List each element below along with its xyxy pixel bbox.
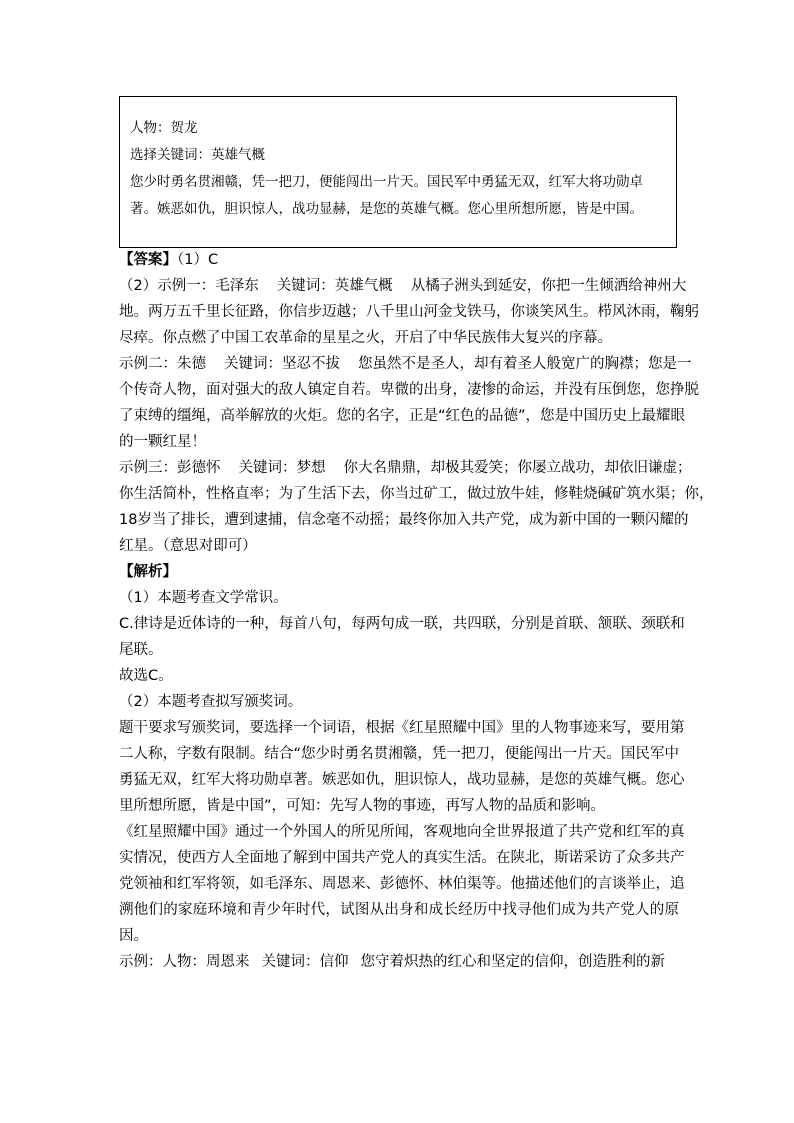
example3-keyword: 关键词：梦想	[238, 460, 326, 476]
example1-title: （2）示例一：毛泽东	[119, 278, 259, 294]
example2-line-1	[119, 351, 692, 377]
example3-line-2: 你生活简朴，性格直率；为了生活下去，你当过矿工，做过放牛娃，修鞋烧碱矿筑水渠；你，	[119, 486, 714, 502]
box-person: 人物：贺龙	[130, 120, 198, 136]
answer-part1: （1）C	[177, 252, 219, 268]
analysis-p1: （1）本题考查文学常识。	[119, 590, 288, 606]
example3-line-3: 18岁当了排长，遭到逮捕，信念毫不动摇；最终你加入共产党，成为新中国的一颗闪耀的	[119, 512, 689, 528]
example2-text: 您虽然不是圣人，却有着圣人般宽广的胸襟；您是一	[358, 356, 692, 372]
box-keyword: 选择关键词：英雄气概	[130, 147, 265, 163]
example2-title: 示例二：朱德	[119, 356, 206, 372]
analysis-p6-line-3: 党领袖和红军将领，如毛泽东、周恩来、彭德怀、林伯渠等。他描述他们的言谈举止，追	[119, 876, 685, 892]
analysis-p5-line-4: 里所想所愿，皆是中国”，可知：先写人物的事迹，再写人物的品质和影响。	[119, 798, 606, 814]
analysis-p6-line-1: 《红星照耀中国》通过一个外国人的所见所闻，客观地向全世界报道了共产党和红军的真	[119, 824, 685, 840]
analysis-p2-line-2: 尾联。	[119, 642, 163, 658]
example3-line-1	[119, 455, 692, 481]
analysis-p6-line-4: 溯他们的家庭环境和青少年时代，试图从出身和成长经历中找寻他们成为共产党人的原	[119, 902, 679, 918]
example2-line-2: 个传奇人物，面对强大的敌人镇定自若。卑微的出身，凄惨的命运，并没有压倒您，您挣脱	[119, 382, 699, 398]
analysis-example-keyword: 关键词：信仰	[261, 954, 349, 970]
analysis-p5-line-3: 勇猛无双，红军大将功勋卓著。嫉恶如仇，胆识惊人，战功显赫，是您的英雄气概。您心	[119, 772, 685, 788]
box-text-line-1: 您少时勇名贯湘赣，凭一把刀，便能闯出一片天。国民军中勇猛无双，红军大将功勋卓	[130, 174, 643, 190]
example3-line-4: 红星。（意思对即可）	[119, 538, 257, 554]
answer-bracket: 【答案】	[119, 252, 177, 268]
example2-line-4: 的一颗红星！	[119, 434, 206, 450]
example2-keyword: 关键词：坚忍不拔	[224, 356, 340, 372]
analysis-p4: （2）本题考查拟写颁奖词。	[119, 694, 303, 710]
example1-keyword: 关键词：英雄气概	[276, 278, 393, 294]
analysis-p2-line-1: C.律诗是近体诗的一种，每首八句，每两句成一联，共四联，分别是首联、颔联、颈联和	[119, 616, 685, 632]
analysis-p6-line-5: 因。	[119, 928, 148, 944]
analysis-header: 【解析】	[119, 564, 177, 580]
example1-line-1	[119, 273, 687, 299]
analysis-example-text: 您守着炽热的红心和坚定的信仰，创造胜利的新	[360, 954, 665, 970]
answer-header	[119, 247, 679, 273]
example3-title: 示例三：彭德怀	[119, 460, 221, 476]
example2-line-3: 了束缚的缰绳，高举解放的火炬。您的名字，正是“红色的品德”，您是中国历史上最耀眼	[119, 408, 686, 424]
example-quote-box	[119, 96, 677, 248]
analysis-example-person: 示例：人物：周恩来	[119, 954, 250, 970]
analysis-p5-line-2: 二人称，字数有限制。结合“您少时勇名贯湘赣，凭一把刀，便能闯出一片天。国民军中	[119, 746, 679, 762]
analysis-p6-line-2: 实情况，使西方人全面地了解到中国共产党人的真实生活。在陕北，斯诺采访了众多共产	[119, 850, 685, 866]
example1-line-3: 尽瘁。你点燃了中国工农革命的星星之火，开启了中华民族伟大复兴的序幕。	[119, 330, 612, 346]
answer-body	[119, 247, 714, 975]
example1-text: 从橘子洲头到延安，你把一生倾洒给神州大	[410, 278, 687, 294]
example3-text: 你大名鼎鼎，却极其爱笑；你屡立战功，却依旧谦虚；	[343, 460, 692, 476]
example1-line-2: 地。两万五千里长征路，你信步迈越；八千里山河金戈铁马，你谈笑风生。栉风沐雨，鞠躬	[119, 304, 699, 320]
analysis-p3: 故选C。	[119, 668, 173, 684]
box-text-line-2: 著。嫉恶如仇，胆识惊人，战功显赫，是您的英雄气概。您心里所想所愿，皆是中国。	[130, 201, 643, 217]
analysis-example-line	[119, 949, 679, 975]
analysis-p5-line-1: 题干要求写颁奖词，要选择一个词语，根据《红星照耀中国》里的人物事迹来写，要用第	[119, 720, 685, 736]
